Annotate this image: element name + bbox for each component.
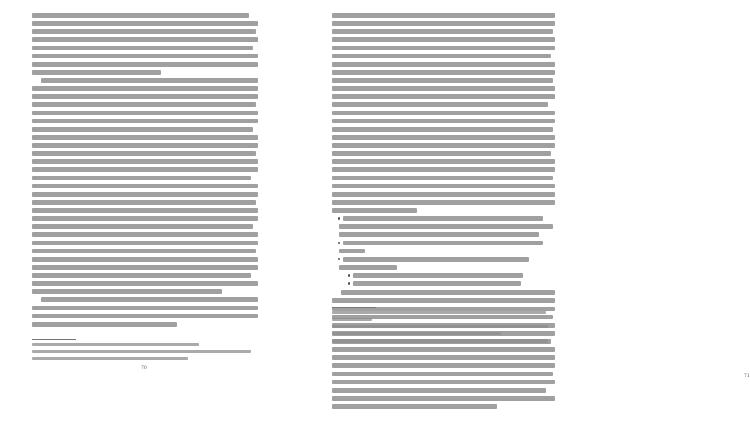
left-page (0, 0, 300, 424)
right-page-footnotes (332, 307, 555, 346)
left-page-number: 70 (141, 366, 147, 371)
footnote-rule (332, 307, 376, 308)
footnote-rule (32, 339, 76, 340)
list-item (338, 241, 555, 246)
left-page-body-text (32, 13, 258, 330)
right-page-number: 71 (744, 374, 750, 379)
right-page (300, 0, 750, 424)
left-page-footnotes (32, 339, 258, 364)
list-item (348, 281, 555, 286)
right-page-body-text (332, 13, 555, 412)
list-item (338, 257, 555, 262)
list-item (348, 273, 555, 278)
list-item (338, 216, 555, 221)
